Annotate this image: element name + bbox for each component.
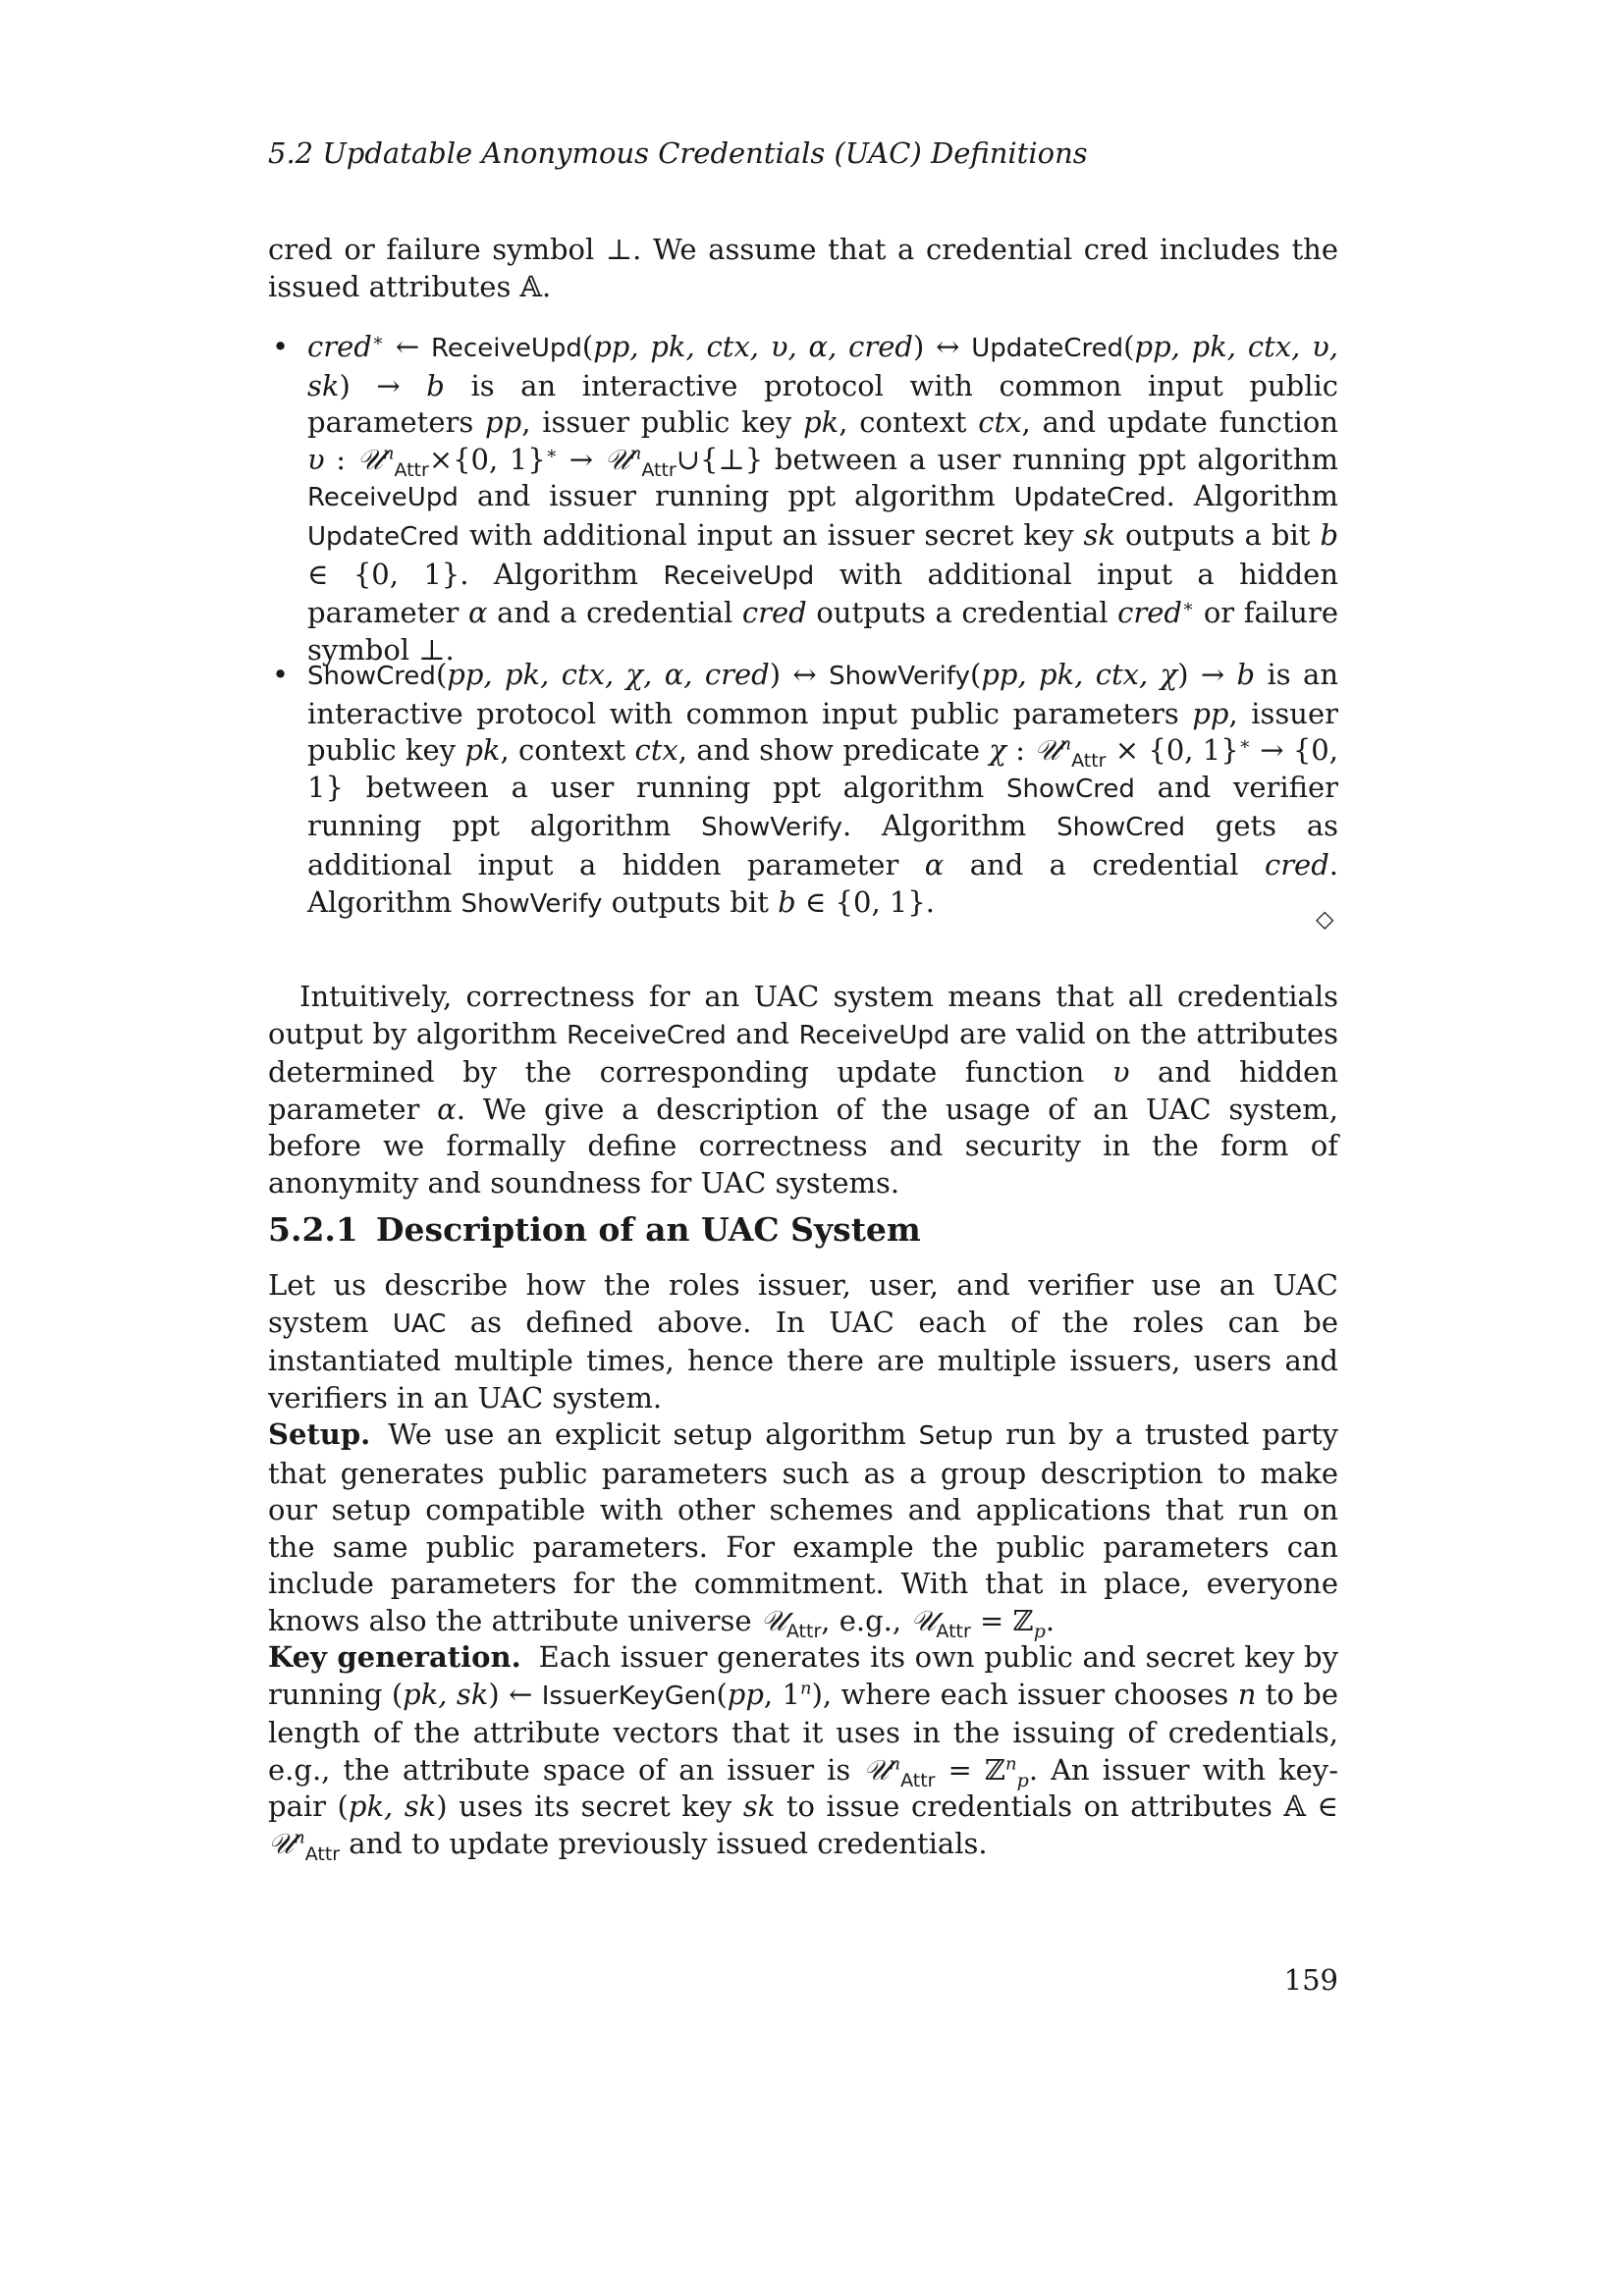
text: outputs a credential bbox=[816, 596, 1109, 630]
end-of-definition-icon: ◇ bbox=[1316, 905, 1334, 933]
text: is an interactive protocol with common input public parameters bbox=[307, 368, 1338, 440]
page-number: 159 bbox=[1283, 1963, 1338, 1997]
text: , issuer public key bbox=[521, 405, 792, 440]
text: and bbox=[735, 1016, 789, 1050]
algo-update-cred: UpdateCred bbox=[307, 521, 460, 552]
text: with additional input a hidden parameter bbox=[307, 557, 1339, 630]
text: . Algorithm bbox=[1165, 479, 1339, 513]
text: , and show predicate bbox=[677, 733, 981, 768]
text: Each issuer generates its own public and secret key by running bbox=[268, 1640, 1338, 1711]
text: , e.g., bbox=[821, 1603, 902, 1637]
bullet-body: ShowCred(pp, pk, ctx, χ, α, cred) ↔ ShowVerify(pp, pk, ctx, χ) → b is an interactive protocol with common input public parameters pp, issuer public key pk, context ctx, and show predicate χ : 𝒰$^n_{Attr}$ × {0, 1}∗ → {0, 1} between a user running ppt algorithm ShowCred and verifier running ppt algorithm ShowVerify. Algorithm ShowCred gets as additional input a hidden parameter α and a credential cred. Algorithm ShowVerify outputs bit b ∈ {0, 1}. bbox=[307, 658, 1339, 919]
paragraph-text: Setup. We use an explicit setup algorithm Setup run by a trusted party that generates public parameters such as a group description to make our setup compatible with other schemes and applications that run on the same public parameters. For example the public parameters can include parameters for the commitment. With that in place, everyone knows also the attribute universe 𝒰$_{Attr}$, e.g., 𝒰$_{Attr}$ = ℤ$_p$. bbox=[268, 1417, 1339, 1642]
section-title: Description of an UAC System bbox=[375, 1210, 921, 1249]
text: . An issuer with key-pair bbox=[268, 1752, 1338, 1824]
bullet-show-cred bbox=[268, 657, 1338, 923]
text: outputs bit bbox=[611, 884, 769, 919]
text: , and update function bbox=[1021, 405, 1339, 440]
text: outputs a bit bbox=[1125, 517, 1311, 552]
algo-show-verify: ShowVerify bbox=[460, 888, 603, 919]
algo-show-verify: ShowVerify bbox=[701, 813, 843, 843]
algo-update-cred: UpdateCred bbox=[1013, 483, 1166, 513]
bullet-dot-icon: • bbox=[272, 330, 290, 363]
text: Intuitively, correctness for an UAC system means that all credentials output by algorithm bbox=[268, 980, 1338, 1050]
paragraph-text: Intuitively, correctness for an UAC system means that all credentials output by algorithm ReceiveCred and ReceiveUpd are valid on the attributes determined by the corresponding update function υ and hidden parameter α. We give a description of the usage of an UAC system, before we formally define correctness and security in the form of anonymity and soundness for UAC systems. bbox=[268, 980, 1339, 1200]
text: uses its secret key bbox=[459, 1789, 732, 1824]
algo-show-cred: ShowCred bbox=[307, 662, 436, 691]
algo-uac: UAC bbox=[392, 1308, 447, 1339]
text: , where each issuer chooses bbox=[822, 1677, 1229, 1711]
text: to issue credentials on attributes bbox=[785, 1789, 1272, 1824]
algo-show-cred: ShowCred bbox=[1005, 774, 1135, 804]
algo-receive-upd: ReceiveUpd bbox=[798, 1020, 950, 1050]
paragraph-text bbox=[268, 1267, 1338, 1416]
algo-receive-cred: ReceiveCred bbox=[567, 1020, 727, 1050]
algo-setup: Setup bbox=[918, 1421, 994, 1451]
text: . Algorithm bbox=[842, 809, 1027, 843]
section-heading bbox=[268, 1208, 1338, 1252]
section-number: 5.2.1 bbox=[268, 1210, 358, 1249]
text: , context bbox=[500, 733, 626, 768]
algo-show-cred: ShowCred bbox=[1056, 813, 1185, 843]
bullet-receive-upd bbox=[268, 329, 1338, 668]
setup-paragraph bbox=[268, 1416, 1338, 1640]
text: We use an explicit setup algorithm bbox=[388, 1417, 906, 1451]
algo-issuer-keygen: IssuerKeyGen bbox=[541, 1681, 717, 1711]
text: with additional input an issuer secret key bbox=[468, 517, 1074, 552]
text: between a user running ppt algorithm bbox=[365, 770, 985, 804]
algo-receive-upd: ReceiveUpd bbox=[307, 483, 459, 513]
text: are valid on the attributes determined by the corresponding update function bbox=[268, 1016, 1339, 1090]
text: and a credential bbox=[969, 847, 1239, 881]
algo-receive-upd: ReceiveUpd bbox=[431, 334, 582, 363]
text: between a user running ppt algorithm bbox=[774, 442, 1338, 476]
text: , issuer public key bbox=[307, 696, 1339, 768]
runin-heading: Key generation. bbox=[268, 1640, 521, 1674]
algo-update-cred: UpdateCred bbox=[971, 334, 1124, 363]
keygen-paragraph bbox=[268, 1639, 1338, 1863]
text: and a credential bbox=[497, 596, 733, 630]
continuation-text: cred or failure symbol ⊥. We assume that a credential cred includes the issued attributes 𝔸. bbox=[268, 233, 1338, 303]
algo-receive-upd: ReceiveUpd bbox=[663, 561, 815, 591]
text: . Algorithm bbox=[307, 847, 1339, 919]
text: . We give a description of the usage of an UAC system, before we formally define correctness and security in the form of anonymity and soundness for UAC systems. bbox=[268, 1092, 1339, 1200]
bullet-body: cred∗ ← ReceiveUpd(pp, pk, ctx, υ, α, cred) ↔ UpdateCred(pp, pk, ctx, υ, sk) → b is an interactive protocol with common input public parameters pp, issuer public key pk, context ctx, and update function υ : 𝒰$^n_{Attr}$×{0, 1}∗ → 𝒰$^n_{Attr}$∪{⊥} between a user running ppt algorithm ReceiveUpd and issuer running ppt algorithm UpdateCred. Algorithm UpdateCred with additional input an issuer secret key sk outputs a bit b ∈ {0, 1}. Algorithm ReceiveUpd with additional input a hidden parameter α and a credential cred outputs a credential cred∗ or failure symbol ⊥. bbox=[307, 330, 1339, 667]
text: or failure symbol ⊥. bbox=[307, 596, 1339, 667]
paragraph-text: Key generation. Each issuer generates its own public and secret key by running (pk, sk) ← IssuerKeyGen(pp, 1$^n$), where each issuer chooses n to be length of the attribute vectors that it uses in the issuing of credentials, e.g., the attribute space of an issuer is 𝒰$^n_{Attr}$ = ℤ$^n_p$. An issuer with key-pair (pk, sk) uses its secret key sk to issue credentials on attributes 𝔸 ∈ 𝒰$^n_{Attr}$ and to update previously issued credentials. bbox=[268, 1640, 1339, 1865]
text: and verifier running ppt algorithm bbox=[307, 770, 1339, 843]
algo-show-verify: ShowVerify bbox=[829, 662, 970, 691]
text: Let us describe how the roles issuer, user, and verifier use an UAC system bbox=[268, 1268, 1338, 1339]
text: and hidden parameter bbox=[268, 1055, 1339, 1126]
text: . Algorithm bbox=[460, 557, 639, 591]
description-paragraph bbox=[268, 1267, 1338, 1416]
intuition-paragraph bbox=[268, 979, 1338, 1202]
text: and to update previously issued credentials. bbox=[349, 1826, 988, 1860]
text: and issuer running ppt algorithm bbox=[476, 479, 996, 513]
text: to be length of the attribute vectors that it uses in the issuing of credentials, e.g., the attribute space of an issuer is bbox=[268, 1677, 1339, 1787]
continuation-paragraph bbox=[268, 232, 1338, 305]
bullet-dot-icon: • bbox=[272, 658, 290, 691]
running-header: 5.2 Updatable Anonymous Credentials (UAC) Definitions bbox=[268, 136, 1088, 170]
runin-heading: Setup. bbox=[268, 1417, 371, 1451]
text: run by a trusted party that generates public parameters such as a group description to make our setup compatible with other schemes and applications that run on the same public parameters. For example the public parameters can include parameters for the commitment. With that in place, everyone knows also the attribute universe bbox=[268, 1417, 1339, 1637]
text: as defined above. In UAC each of the roles can be instantiated multiple times, hence there are multiple issuers, users and verifiers in an UAC system. bbox=[268, 1305, 1338, 1415]
text: , context bbox=[839, 405, 967, 440]
text: is an interactive protocol with common input public parameters bbox=[307, 658, 1338, 730]
text: gets as additional input a hidden parameter bbox=[307, 809, 1339, 881]
